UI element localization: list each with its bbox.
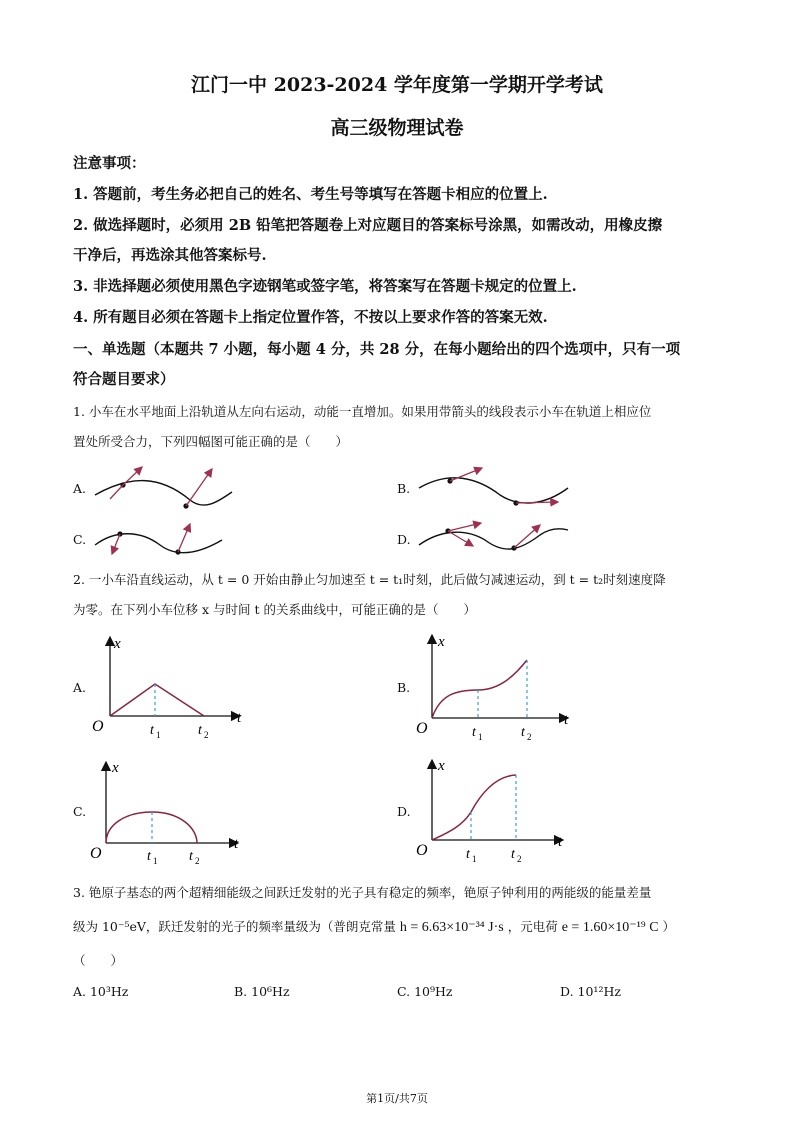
q3-text-part-b: ，元电荷 (507, 919, 558, 934)
notes-heading: 注意事项： (73, 155, 146, 172)
exam-subtitle: 高三级物理试卷 (330, 117, 464, 139)
q2-graph-c (90, 760, 239, 866)
q2d-t2-sub: 2 (517, 854, 522, 864)
q2c-y-label: x (112, 760, 119, 776)
q1-option-b-label: B. (397, 481, 411, 496)
q3-text-part-c: ） (662, 919, 676, 934)
q2-option-b-label: B. (397, 680, 411, 695)
q3-planck-constant: h = 6.63×10⁻³⁴ J·s (399, 920, 504, 935)
q2d-t1-sub: 1 (472, 854, 477, 864)
q2d-x-label: t (558, 834, 563, 850)
q3-choice-a: A. 10³Hz (73, 984, 129, 999)
q2a-t2: t (198, 723, 202, 738)
q2-option-a-label: A. (73, 680, 87, 695)
q2b-t1: t (472, 725, 476, 740)
q2d-t1: t (466, 847, 470, 862)
q2c-t1: t (147, 849, 151, 864)
q2d-origin: O (416, 842, 428, 859)
q1-text-cont: 置处所受合力，下列四幅图可能正确的是（ ） (73, 434, 349, 449)
q3-choice-d: D. 10¹²Hz (560, 984, 621, 999)
q3-elementary-charge: e = 1.60×10⁻¹⁹ C (561, 920, 659, 935)
q2a-x-label: t (237, 710, 242, 726)
q2c-t1-sub: 1 (153, 856, 158, 866)
notes-item-4: 4. 所有题目必须在答题卡上指定位置作答，不按以上要求作答的答案无效. (73, 309, 548, 326)
q2c-origin: O (90, 845, 102, 862)
notes-item-3: 3. 非选择题必须使用黑色字迹钢笔或签字笔，将答案写在答题卡规定的位置上. (73, 278, 577, 295)
q3-choice-c: C. 10⁹Hz (397, 984, 453, 999)
q2a-t2-sub: 2 (204, 730, 209, 740)
q2-option-d-label: D. (397, 804, 411, 819)
q2a-origin: O (92, 718, 104, 735)
q2b-y-label: x (438, 634, 445, 650)
q2c-t2: t (189, 849, 193, 864)
notes-item-1: 1. 答题前，考生务必把自己的姓名、考生号等填写在答题卡相应的位置上. (73, 186, 548, 203)
q2d-y-label: x (438, 758, 445, 774)
q3-text: 3. 铯原子基态的两个超精细能级之间跃迁发射的光子具有稳定的频率，铯原子钟利用的两能级的能量差量 (73, 885, 652, 900)
page-number: 第1页/共7页 (366, 1092, 428, 1105)
q2b-t2: t (521, 725, 525, 740)
notes-item-2: 2. 做选择题时，必须用 2B 铅笔把答题卷上对应题目的答案标号涂黑，如需改动，用橡皮擦 (73, 217, 663, 234)
section-heading-cont: 符合题目要求） (73, 371, 175, 388)
q2-text: 2. 一小车沿直线运动，从 t = 0 开始由静止匀加速至 t = t₁时刻，此后做匀减速运动，到 t = t₂时刻速度降 (73, 572, 666, 587)
q2-graph-b (416, 634, 569, 742)
q3-text-cont (73, 917, 675, 936)
section-heading: 一、单选题（本题共 7 小题，每小题 4 分，共 28 分，在每小题给出的四个选项中，只有一项 (73, 341, 681, 358)
q1-text: 1. 小车在水平地面上沿轨道从左向右运动，动能一直增加。如果用带箭头的线段表示小车在轨道上相应位 (73, 404, 652, 419)
q2a-t1: t (150, 723, 154, 738)
q2d-t2: t (511, 847, 515, 862)
q2-text-cont: 为零。在下列小车位移 x 与时间 t 的关系曲线中，可能正确的是（ ） (73, 602, 476, 617)
q3-answer-brackets: （ ） (73, 953, 124, 968)
q2b-x-label: t (564, 712, 569, 728)
q2-graph-a (92, 636, 242, 740)
q1-option-a-label: A. (73, 481, 87, 496)
q2c-x-label: t (234, 836, 239, 852)
q2b-t1-sub: 1 (478, 732, 483, 742)
q3-choice-b: B. 10⁶Hz (234, 984, 290, 999)
exam-title: 江门一中 2023-2024 学年度第一学期开学考试 (191, 74, 603, 96)
q2a-t1-sub: 1 (156, 730, 161, 740)
q2c-t2-sub: 2 (195, 856, 200, 866)
q2b-origin: O (416, 720, 428, 737)
q1-option-d-label: D. (397, 532, 411, 547)
q2-graph-d (416, 758, 563, 864)
q2-option-c-label: C. (73, 804, 87, 819)
notes-item-2-cont: 干净后，再选涂其他答案标号. (73, 247, 267, 264)
q1-option-c-label: C. (73, 532, 87, 547)
q2a-y-label: x (114, 636, 121, 652)
q3-text-part-a: 级为 10⁻⁵eV，跃迁发射的光子的频率量级为（普朗克常量 (73, 919, 396, 934)
q2b-t2-sub: 2 (527, 732, 532, 742)
